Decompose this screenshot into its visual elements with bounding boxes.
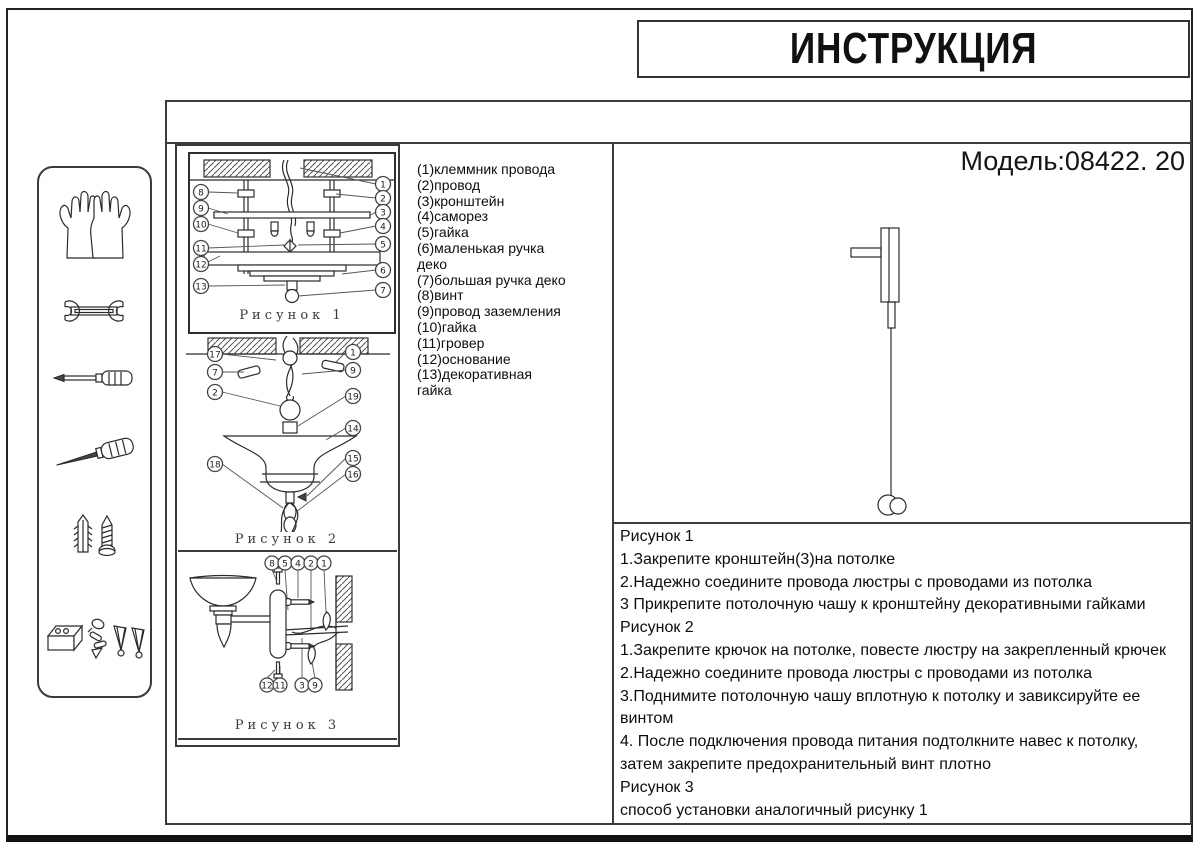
figure-3-diagram <box>186 554 390 714</box>
svg-text:8: 8 <box>269 559 275 570</box>
parts-list-line: (5)гайка <box>417 224 469 241</box>
instruction-line: 3.Поднимите потолочную чашу вплотную к потолку и завиксируйте ее <box>620 687 1141 705</box>
figure-1-label: Рисунок 1 <box>239 308 345 323</box>
ball <box>280 400 300 420</box>
callout <box>308 678 322 692</box>
instruction-line: Рисунок 3 <box>620 778 694 796</box>
instruction-line: Рисунок 1 <box>620 528 694 545</box>
parts-list-line: (1)клеммник провода <box>417 161 556 177</box>
svg-text:5: 5 <box>282 559 288 570</box>
finial <box>286 290 299 303</box>
instruction-line: способ установки аналогичный рисунку 1 <box>620 801 928 819</box>
callout <box>208 365 223 380</box>
svg-text:14: 14 <box>347 424 359 435</box>
svg-text:4: 4 <box>380 222 386 233</box>
svg-text:15: 15 <box>347 454 359 465</box>
callout <box>265 556 279 570</box>
instruction-line: 4. После подключения провода питания подтолкните навес к потолку, <box>620 733 1139 751</box>
callout <box>260 678 274 692</box>
svg-text:12: 12 <box>195 260 207 271</box>
wall-hatch <box>336 644 352 690</box>
instruction-line: 1.Закрепите крючок на потолке, повесте люстру на закрепленный крючек <box>620 641 1166 659</box>
gloves-icon <box>55 188 135 260</box>
ceiling-cup <box>224 436 359 492</box>
parts-list-line: деко <box>417 255 448 272</box>
title-box <box>637 20 1190 78</box>
svg-text:1: 1 <box>350 348 356 359</box>
installation-instructions <box>620 526 1182 822</box>
callout <box>194 241 209 256</box>
parts-list-line: (4)саморез <box>417 208 488 225</box>
parts-list-line: (13)декоративная <box>417 366 532 383</box>
figure-1-diagram <box>190 156 394 306</box>
callout <box>376 177 391 192</box>
wire-connector <box>114 626 126 656</box>
wires <box>282 160 295 242</box>
parts-list-line: (8)винт <box>417 287 464 304</box>
svg-text:10: 10 <box>195 220 207 231</box>
bracket-bar <box>284 626 348 635</box>
ceiling-hatch <box>204 160 270 177</box>
parts-list-line: (11)гровер <box>417 334 485 351</box>
callout <box>194 279 209 294</box>
callout <box>194 257 209 272</box>
callout <box>346 345 361 360</box>
callout <box>278 556 292 570</box>
wire-connector <box>132 628 144 658</box>
wall-plate <box>270 590 286 658</box>
svg-text:16: 16 <box>347 470 359 481</box>
svg-text:19: 19 <box>347 392 359 403</box>
figure-separator <box>178 738 397 740</box>
callout <box>376 191 391 206</box>
vertical-divider <box>612 142 614 823</box>
callout <box>273 678 287 692</box>
pointer-arrow <box>298 493 306 501</box>
callout <box>194 185 209 200</box>
callout <box>346 389 361 404</box>
figure-3-label: Рисунок 3 <box>234 718 341 733</box>
parts-list-line: (10)гайка <box>417 318 477 335</box>
svg-text:1: 1 <box>380 180 386 191</box>
figure-2-label: Рисунок 2 <box>234 532 341 547</box>
svg-text:11: 11 <box>274 681 286 692</box>
mount-screw <box>285 599 315 606</box>
callout <box>194 201 209 216</box>
wrench-icon <box>52 298 136 324</box>
bowl-shade <box>190 578 256 606</box>
figure-separator <box>178 550 397 552</box>
chain-link <box>284 517 296 532</box>
instruction-line: 2.Надежно соедините провода люстры с проводами из потолка <box>620 664 1093 682</box>
callout <box>304 556 318 570</box>
arm <box>231 616 270 622</box>
svg-text:9: 9 <box>350 366 356 377</box>
bracket-bar <box>214 212 370 218</box>
callout <box>346 467 361 482</box>
canopy-plate <box>204 252 380 265</box>
svg-text:7: 7 <box>380 286 386 297</box>
parts-list-line: (12)основание <box>417 350 511 367</box>
callout <box>376 283 391 298</box>
svg-text:18: 18 <box>209 460 221 471</box>
callout <box>376 205 391 220</box>
instruction-line: затем закрепите предохранительный винт плотно <box>620 755 991 773</box>
svg-text:7: 7 <box>212 368 218 379</box>
parts-list <box>417 162 612 399</box>
instruction-line: 2.Надежно соедините провода люстры с проводами из потолка <box>620 573 1093 591</box>
svg-text:17: 17 <box>209 350 221 361</box>
callout <box>295 678 309 692</box>
callout <box>208 385 223 400</box>
model-label: Модель:08422. 20 <box>960 146 1185 176</box>
svg-text:12: 12 <box>261 681 273 692</box>
hook-canopy <box>283 336 298 401</box>
mount-screw <box>285 643 315 650</box>
callout <box>346 363 361 378</box>
svg-text:6: 6 <box>380 266 386 277</box>
svg-text:2: 2 <box>212 388 218 399</box>
svg-text:8: 8 <box>198 188 204 199</box>
main-content-box <box>165 100 1192 825</box>
ceiling-hatch <box>304 160 372 177</box>
wire-clamp <box>284 240 296 252</box>
svg-text:5: 5 <box>380 240 386 251</box>
callout <box>194 217 209 232</box>
callout <box>208 457 223 472</box>
parts-list-line: (6)маленькая ручка <box>417 239 545 256</box>
pendant-model-diagram <box>847 224 917 524</box>
parts-list-line: гайка <box>417 382 452 399</box>
callout <box>346 421 361 436</box>
parts-list-line: (2)провод <box>417 176 481 193</box>
svg-text:2: 2 <box>308 559 314 570</box>
phillips-screwdriver-icon <box>51 366 137 390</box>
page-title: ИНСТРУКЦИЯ <box>789 24 1038 73</box>
instruction-line: винтом <box>620 710 674 728</box>
callout <box>376 219 391 234</box>
instruction-line: 1.Закрепите кронштейн(3)на потолке <box>620 550 896 568</box>
terminal-block-and-fasteners-icon <box>42 612 148 662</box>
parts-list-line: (7)большая ручка деко <box>417 271 566 288</box>
svg-text:4: 4 <box>295 559 301 570</box>
callout <box>291 556 305 570</box>
drop-finial <box>217 624 231 647</box>
callout <box>346 451 361 466</box>
hanging-screw <box>307 222 314 236</box>
callout <box>208 347 223 362</box>
parts-list-line: (9)провод заземления <box>417 303 561 320</box>
flat-screwdriver-icon <box>51 432 139 476</box>
figures-column <box>175 144 400 747</box>
figure-2-diagram <box>186 336 390 532</box>
svg-text:3: 3 <box>380 208 386 219</box>
svg-text:9: 9 <box>198 204 204 215</box>
wall-anchor-and-screw-icon <box>71 512 119 558</box>
svg-text:9: 9 <box>312 681 318 692</box>
parts-list-line: (3)кронштейн <box>417 192 505 209</box>
tools-sidebar <box>37 166 152 698</box>
hanging-screw <box>271 222 278 236</box>
instruction-line: Рисунок 2 <box>620 619 694 637</box>
svg-text:1: 1 <box>321 559 327 570</box>
svg-text:13: 13 <box>195 282 207 293</box>
instruction-line: 3 Прикрепите потолочную чашу к кронштейну декоративными гайками <box>620 596 1146 614</box>
wall-hatch <box>336 576 352 622</box>
svg-text:3: 3 <box>299 681 305 692</box>
callout <box>317 556 331 570</box>
svg-text:11: 11 <box>195 244 207 255</box>
callout <box>376 237 391 252</box>
svg-text:2: 2 <box>380 194 386 205</box>
figure-1-box <box>188 152 396 334</box>
callout <box>376 263 391 278</box>
